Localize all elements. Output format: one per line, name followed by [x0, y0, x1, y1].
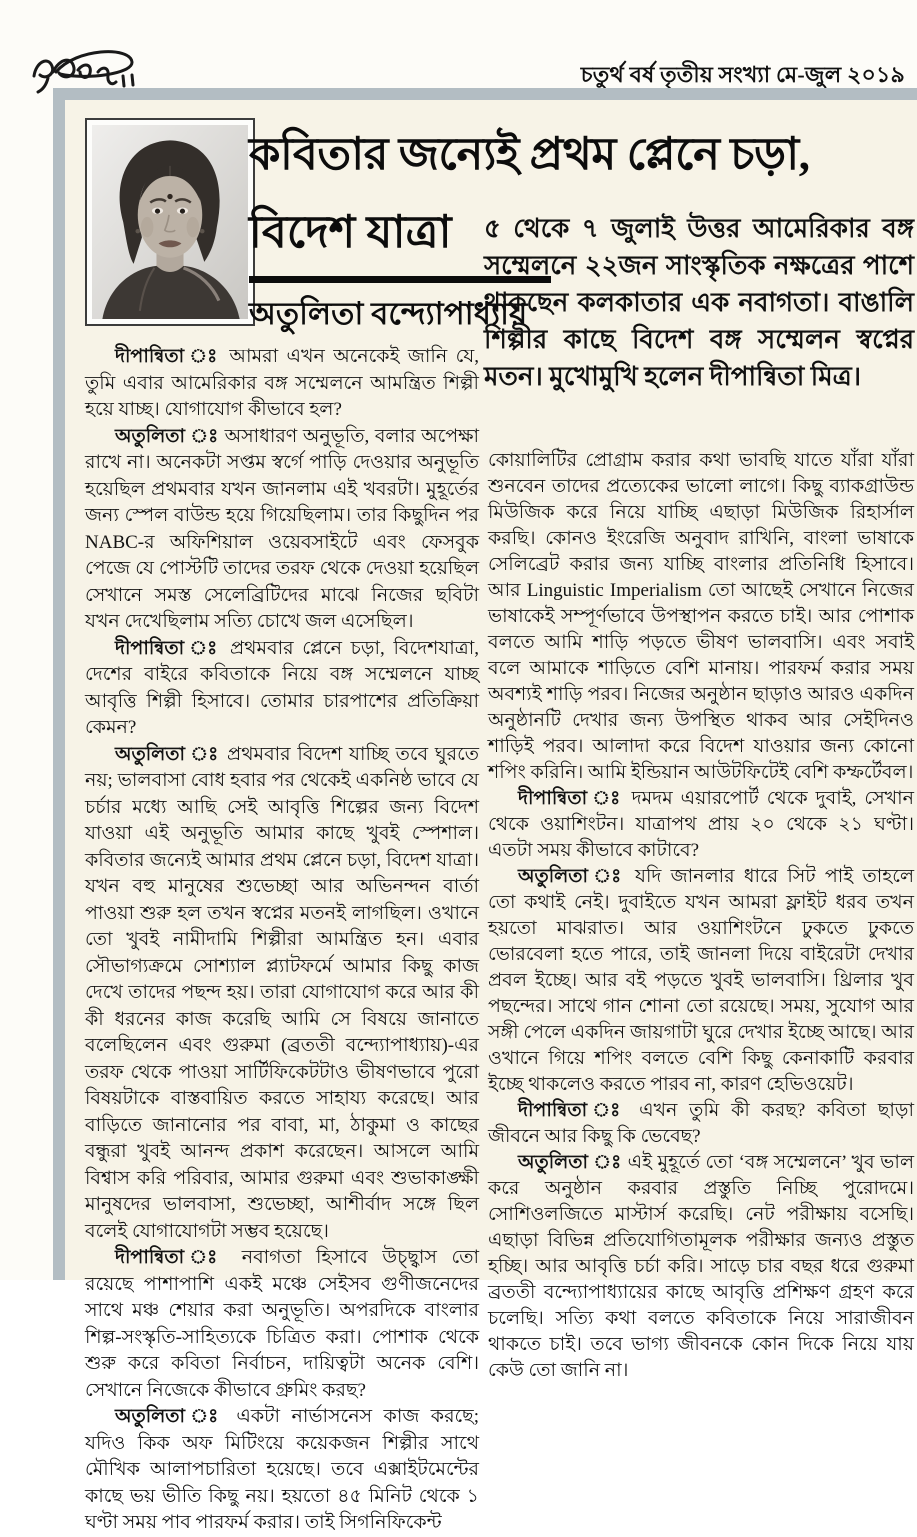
speaker-name: অতুলিতা ঃ [518, 866, 635, 887]
article-intro [484, 210, 914, 395]
interview-paragraph: দীপান্বিতা ঃ প্রথমবার প্লেনে চড়া, বিদেশযাত্রা, দেশের বাইরে কবিতাকে নিয়ে বঙ্গ সম্মেলনে যাচ্ছ আবৃত্তি শিল্পী হিসাবে। তোমার চারপাশের প্রতিক্রিয়া কেমন? [85, 637, 479, 738]
speaker-name: অতুলিতা ঃ [115, 425, 225, 447]
interviewer-name: দীপান্বিতা মিত্র। [709, 362, 862, 391]
portrait-photo-drawing [92, 125, 248, 319]
speaker-name: দীপান্বিতা ঃ [518, 788, 632, 809]
interview-paragraph: অতুলিতা ঃ যদি জানলার ধারে সিট পাই তাহলে তো কথাই নেই। দুবাইতে যখন আমরা ফ্লাইট ধরব তখন হয়তো মাঝরাত। আর ওয়াশিংটনে ঢুকতে ঢুকতে ভোরবেলা হতে পারে, তাই জানলা দিয়ে বাইরেটা দেখার প্রবল ইচ্ছে। আর বই পড়তে খুবই ভালবাসি। থ্রিলার খুব পছন্দের। সাথে গান শোনা তো রয়েছে। সময়, সুযোগ আর সঙ্গী পেলে একদিন জায়গাটা ঘুরে দেখার ইচ্ছে আছে। আর ওখানে গিয়ে শপিং বলতে বেশি কিছু কেনাকাটি করবার ইচ্ছে থাকলেও করতে পারব না, কারণ হেভিওয়েট। [488, 866, 914, 1095]
speaker-name: দীপান্বিতা ঃ [115, 1247, 242, 1268]
interview-paragraph: দীপান্বিতা ঃ নবাগতা হিসাবে উচ্ছ্বাস তো রয়েছে পাশাপাশি একই মঞ্চে সেইসব গুণীজনেদের সাথে মঞ্চ শেয়ার করা অনুভূতি। অপরদিকে বাংলার শিল্প-সংস্কৃতি-সাহিত্যকে চিত্রিত করা। পোশাক থেকে শুরু করে কবিতা নির্বাচন, দায়িত্বটা অনেক বেশি। সেখানে নিজেকে কীভাবে গ্রুমিং করছ? [85, 1247, 479, 1401]
interview-paragraph: অতুলিতা ঃ এই মুহূর্তে তো ‘বঙ্গ সম্মেলনে’ খুব ভাল করে অনুষ্ঠান করবার প্রস্তুতি নিচ্ছি পুরোদমে। সোশিওলজিতে মাস্টার্স করেছি। নেট পরীক্ষায় বসেছি। এছাড়া বিভিন্ন প্রতিযোগিতামূলক পরীক্ষার জন্যও প্রস্তুত হচ্ছি। আর আবৃত্তি চর্চা করি। সাড়ে চার বছর ধরে গুরুমা ব্রততী বন্দ্যোপাধ্যায়ের কাছে আবৃত্তি প্রশিক্ষণ গ্রহণ করে চলেছি। সত্যি কথা বলতে কবিতাকে নিয়ে সারাজীবন থাকতে চাই। তবে ভাগ্য জীবনকে কোন দিকে নিয়ে যায় কেউ তো জানি না। [488, 1152, 914, 1381]
speaker-name: দীপান্বিতা ঃ [115, 637, 230, 659]
interview-paragraph: দীপান্বিতা ঃ আমরা এখন অনেকেই জানি যে, তুমি এবার আমেরিকার বঙ্গ সম্মেলনে আমন্ত্রিত শিল্পী হয়ে যাচ্ছ। যোগাযোগ কীভাবে হল? [85, 346, 479, 420]
portrait-photo [85, 118, 255, 326]
speaker-name: দীপান্বিতা ঃ [518, 1100, 640, 1121]
intro-text: ৫ থেকে ৭ জুলাই উত্তর আমেরিকার বঙ্গ সম্মেলনে ২২জন সাংস্কৃতিক নক্ষত্রের পাশে থাকছেন কলকাতার এক নবাগতা। বাঙালি শিল্পীর কাছে বিদেশ বঙ্গ সম্মেলন স্বপ্নের মতন। মুখোমুখি হলেন [484, 214, 914, 391]
article-title-line1: কবিতার জন্যেই প্রথম প্লেনে চড়া, [249, 129, 810, 179]
interview-paragraph: অতুলিতা ঃ একটা নার্ভাসনেস কাজ করছে; যদিও কিক অফ মিটিংয়ে কয়েকজন শিল্পীর সাথে মৌখিক আলাপচারিতা হয়েছে। তবে এক্সাইটমেন্টের কাছে ভয় ভীতি কিছু নয়। হয়তো ৪৫ মিনিট থেকে ১ ঘণ্টা সময় পাব পারফর্ম করার। তাই সিগনিফিকেন্ট [85, 1406, 479, 1533]
body-column-left [85, 344, 479, 1533]
speaker-name: অতুলিতা ঃ [518, 1152, 628, 1173]
interview-paragraph: দীপান্বিতা ঃ দমদম এয়ারপোর্ট থেকে দুবাই, সেখান থেকে ওয়াশিংটন। যাত্রাপথ প্রায় ২০ থেকে ২১ ঘণ্টা। এতটা সময় কীভাবে কাটাবে? [488, 788, 914, 861]
page-frame-left [53, 88, 65, 1280]
speaker-name: অতুলিতা ঃ [115, 743, 228, 765]
interview-paragraph: দীপান্বিতা ঃ এখন তুমি কী করছ? কবিতা ছাড়া জীবনে আর কিছু কি ভেবেছ? [488, 1100, 914, 1147]
speaker-name: দীপান্বিতা ঃ [115, 346, 230, 367]
interview-paragraph: কোয়ালিটির প্রোগ্রাম করার কথা ভাবছি যাতে যাঁরা যাঁরা শুনবেন তাদের প্রত্যেকের ভালো লাগে। কিছু ব্যাকগ্রাউন্ড মিউজিক করে নিয়ে যাচ্ছি এছাড়া মিউজিক রিহার্সাল করছি। কোনও ইংরেজি অনুবাদ রাখিনি, বাংলা ভাষাকে সেলিব্রেট করার জন্য যাচ্ছি বাংলার প্রতিনিধি হিসাবে। আর Linguistic Imperialism তো আছেই সেখানে নিজের ভাষাকেই সম্পূর্ণভাবে উপস্থাপন করতে চাই। আর পোশাক বলতে আমি শাড়ি পড়তে ভীষণ ভালবাসি। এবং সবাই বলে আমাকে শাড়িতে বেশি মানায়। পারফর্ম করার সময় অবশ্যই শাড়ি পরব। নিজের অনুষ্ঠান ছাড়াও আরও একদিন অনুষ্ঠানটি দেখার জন্য উপস্থিত থাকব আর সেইদিনও শাড়িই পরব। আলাদা করে বিদেশ যাওয়ার জন্য কোনো শপিং করিনি। আমি ইন্ডিয়ান আউটফিটেই বেশি কম্ফর্টেবল। [488, 450, 914, 783]
interview-paragraph: অতুলিতা ঃ প্রথমবার বিদেশ যাচ্ছি তবে ঘুরতে নয়; ভালবাসা বোধ হবার পর থেকেই একনিষ্ঠ ভাবে যে চর্চার মধ্যে আছি সেই আবৃত্তি শিল্পের জন্য বিদেশ যাওয়া এই অনুভূতি আমার কাছে খুবই স্পেশাল। কবিতার জন্যেই আমার প্রথম প্লেনে চড়া, বিদেশ যাত্রা। যখন বহু মানুষের শুভেচ্ছা আর অভিনন্দন বার্তা পাওয়া শুরু হল তখন স্বপ্নের মতনই লাগছিল। ওখানে তো খুবই নামীদামি শিল্পীরা আমন্ত্রিত হন। এবার সৌভাগ্যক্রমে সোশ্যাল প্ল্যাটফর্মে আমার কিছু কাজ দেখে তাদের পছন্দ হয়। তারা যোগাযোগ করে আর কী কী ধরনের কাজ করেছি আমি সে বিষয়ে জানাতে বলেছিলেন এবং গুরুমা (ব্রততী বন্দ্যোপাধ্যায়)-এর তরফ থেকে পাওয়া সার্টিফিকেটটাও ভীষণভাবে পুরো বিষয়টাকে বাস্তবায়িত করতে সাহায্য করেছে। আর বাড়িতে জানানোর পর বাবা, মা, ঠাকুমা ও কাছের বন্ধুরা খুবই আনন্দ প্রকাশ করেছেন। আসলে আমি বিশ্বাস করি পরিবার, আমার গুরুমা এবং শুভাকাঙ্ক্ষী মানুষদের ভালবাসা, শুভেচ্ছা, আশীর্বাদ সঙ্গে ছিল বলেই যোগাযোগটা সম্ভব হয়েছে। [85, 743, 479, 1242]
byline: অতুলিতা বন্দ্যোপাধ্যায় [249, 296, 528, 331]
interview-paragraph: অতুলিতা ঃ অসাধারণ অনুভূতি, বলার অপেক্ষা রাখে না। অনেকটা সপ্তম স্বর্গে পাড়ি দেওয়ার অনুভূতি হয়েছিল প্রথমবার যখন জানলাম এই খবরটা। মুহূর্তের জন্য স্পেল বাউন্ড হয়ে গিয়েছিলাম। তার কিছুদিন পর NABC-র অফিশিয়াল ওয়েবসাইটে এবং ফেসবুক পেজে যে পোস্টটি তাদের তরফ থেকে দেওয়া হয়েছিল সেখানে সমস্ত সেলেব্রিটিদের মাঝে নিজের ছবিটা যখন দেখেছিলাম সত্যি চোখে জল এসেছিল। [85, 425, 479, 632]
issue-info: চতুর্থ বর্ষ তৃতীয় সংখ্যা মে-জুল ২০১৯ [580, 62, 905, 87]
page-frame-top [53, 88, 917, 100]
speaker-name: অতুলিতা ঃ [115, 1406, 237, 1427]
body-column-right [488, 448, 914, 1381]
article-title-line2: বিদেশ যাত্রা [249, 207, 452, 257]
article-page [65, 100, 917, 1533]
